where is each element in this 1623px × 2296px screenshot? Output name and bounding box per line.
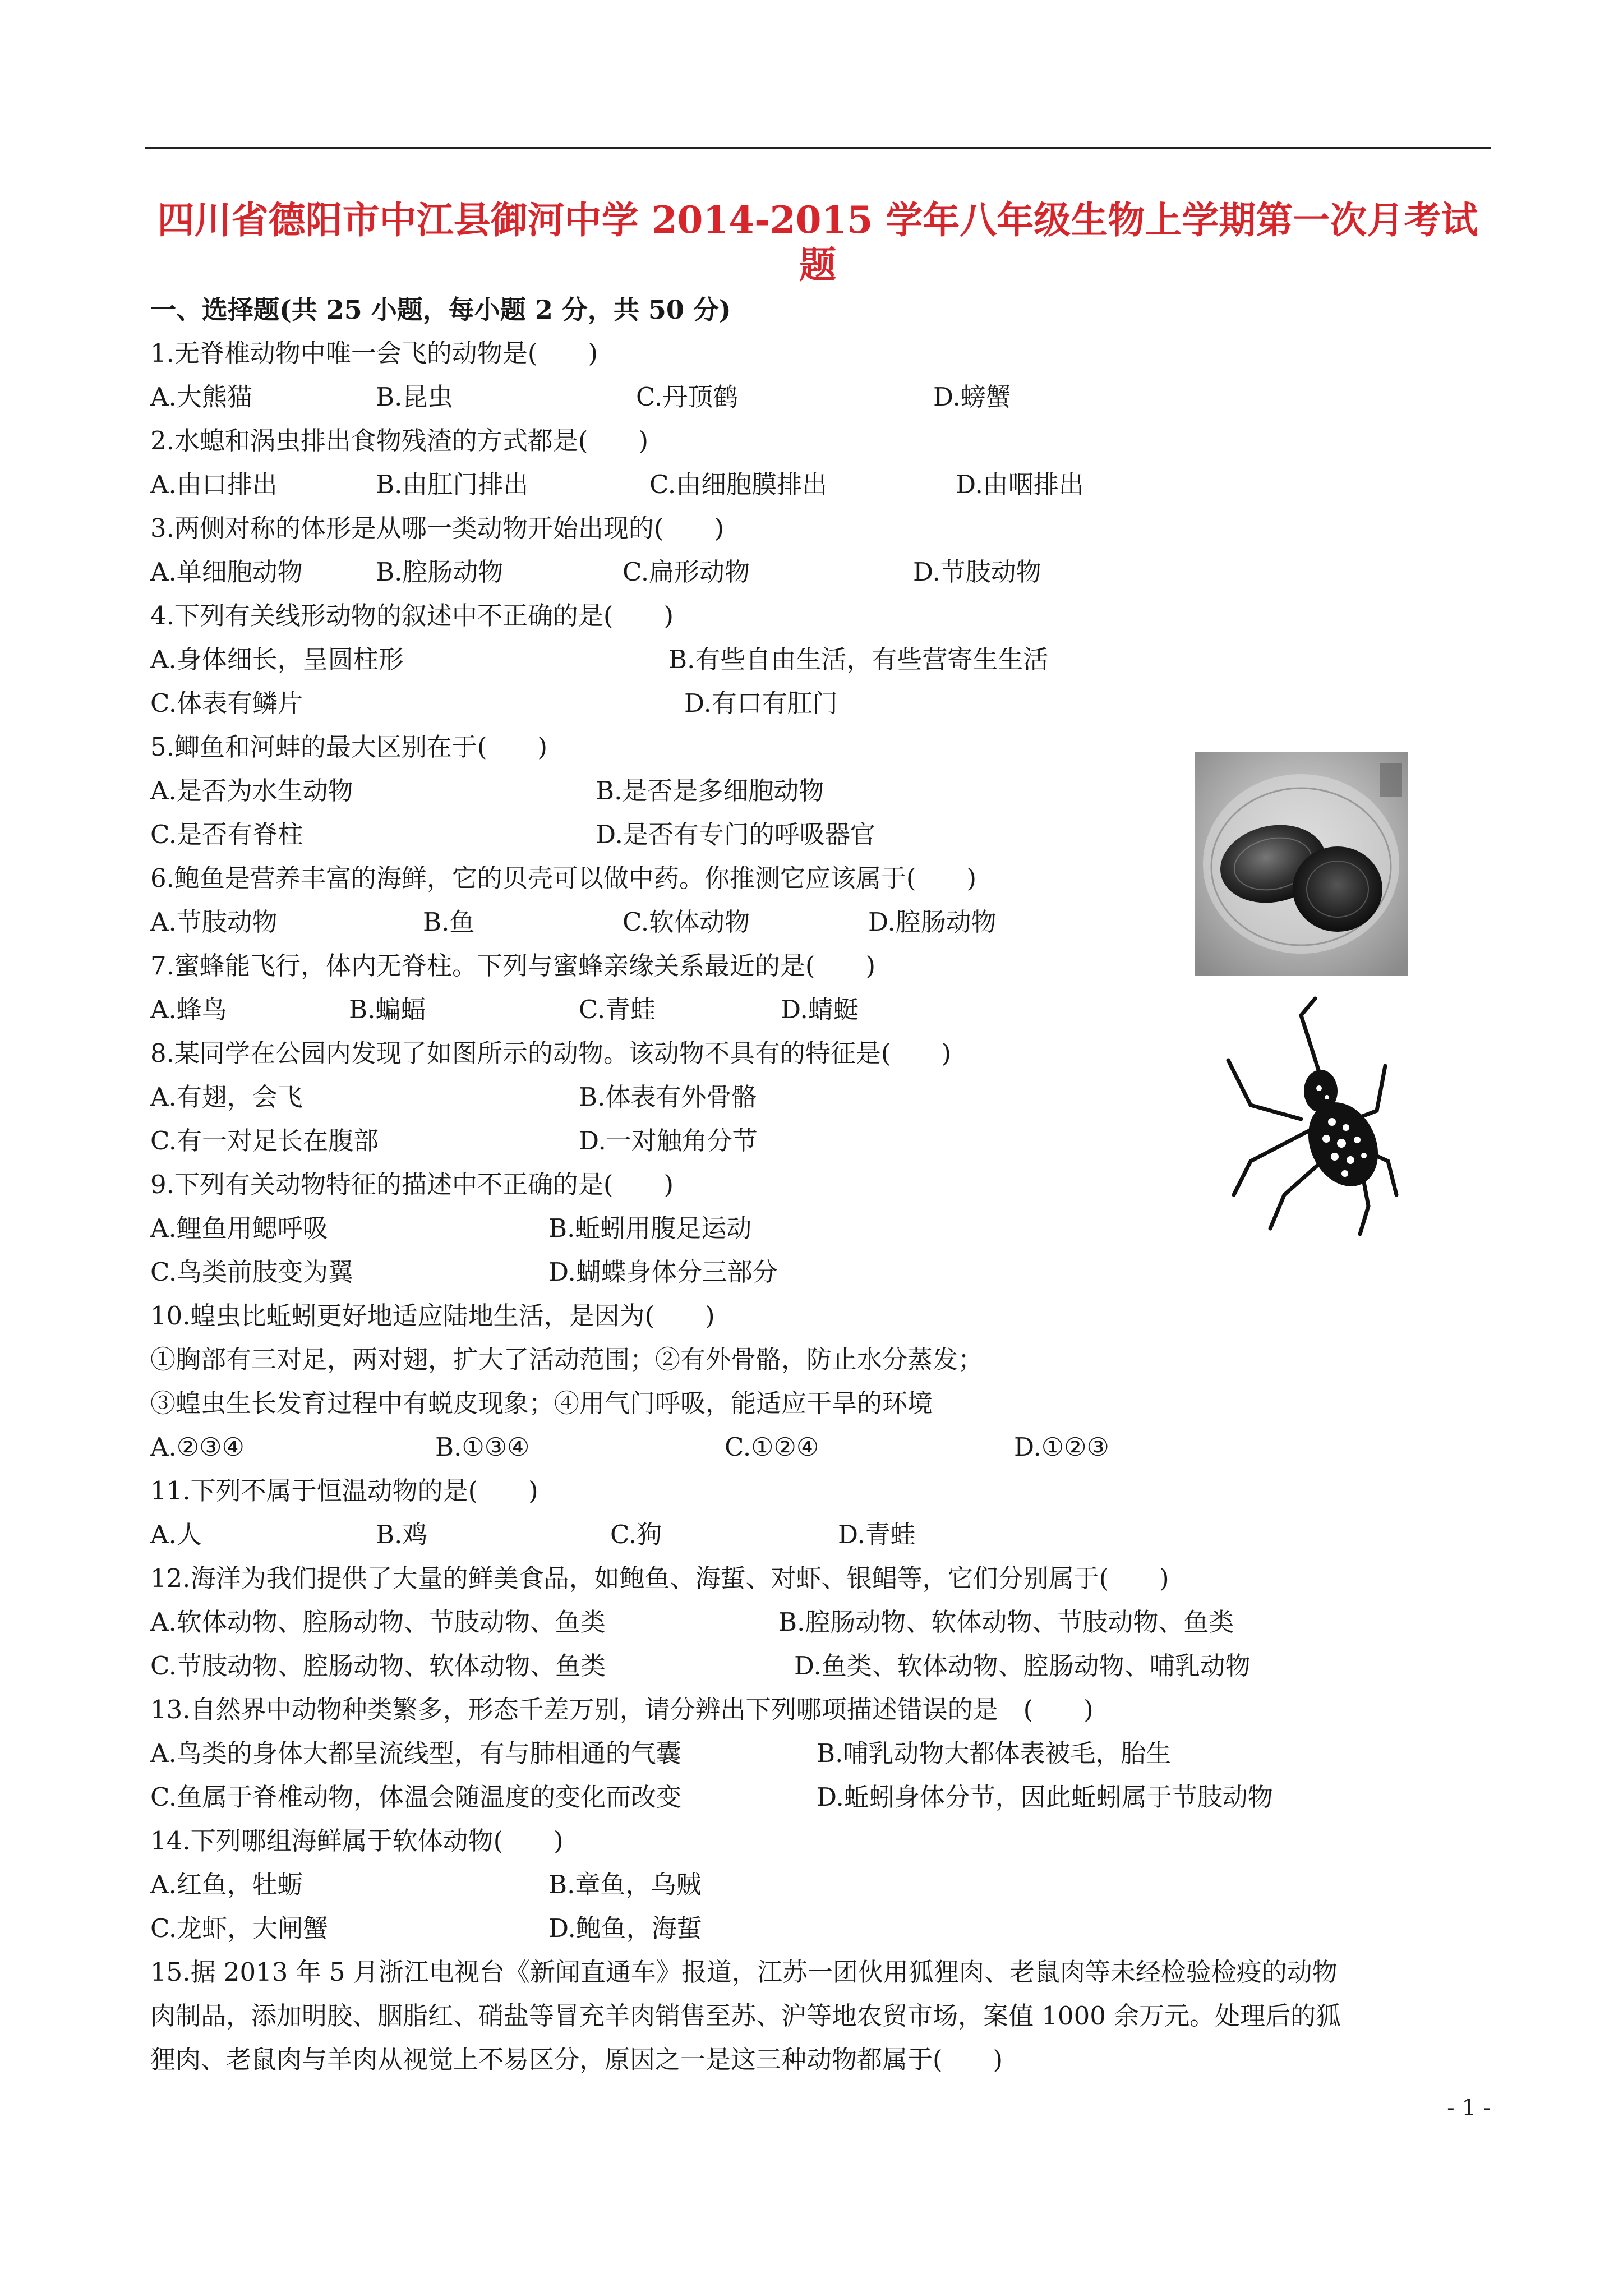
question-6: 6.鲍鱼是营养丰富的海鲜，它的贝壳可以做中药。你推测它应该属于( ) xyxy=(150,863,977,893)
header-rule xyxy=(145,147,1491,149)
option-a: A.节肢动物 xyxy=(150,907,278,937)
option-b: B.腔肠动物 xyxy=(376,557,504,587)
option-b: B.体表有外骨骼 xyxy=(579,1082,757,1112)
option-d: D.青蛙 xyxy=(838,1520,916,1549)
abalone-photo xyxy=(1195,752,1408,976)
option-d: D.蝴蝶身体分三部分 xyxy=(548,1257,778,1287)
option-c: C.青蛙 xyxy=(579,995,656,1024)
question-15-cont-2: 狸肉、老鼠肉与羊肉从视觉上不易区分，原因之一是这三种动物都属于( ) xyxy=(150,2045,1003,2074)
option-a: A.单细胞动物 xyxy=(150,557,303,587)
option-b: B.有些自由生活，有些营寄生生活 xyxy=(668,645,1049,674)
question-1: 1.无脊椎动物中唯一会飞的动物是( ) xyxy=(150,338,598,368)
question-15-cont-1: 肉制品，添加明胶、胭脂红、硝盐等冒充羊肉销售至苏、沪等地农贸市场，案值 1000 余万元。处理后的狐 xyxy=(150,2001,1341,2031)
exam-title: 四川省德阳市中江县御河中学 2014-2015 学年八年级生物上学期第一次月考试 xyxy=(157,198,1478,242)
option-d: D.是否有专门的呼吸器官 xyxy=(596,820,875,849)
option-b: B.章鱼，乌贼 xyxy=(548,1870,702,1899)
option-d: D.螃蟹 xyxy=(933,382,1011,412)
option-b: B.由肛门排出 xyxy=(376,470,529,499)
option-c: C.丹顶鹤 xyxy=(636,382,739,412)
option-d: D.蜻蜓 xyxy=(781,995,859,1024)
section-heading: 一、选择题(共 25 小题，每小题 2 分，共 50 分) xyxy=(150,295,731,325)
option-d: D.①②③ xyxy=(1014,1432,1109,1462)
option-a: A.是否为水生动物 xyxy=(150,776,353,806)
option-b: B.①③④ xyxy=(435,1432,530,1462)
exam-title-cont: 题 xyxy=(799,243,836,287)
question-9: 9.下列有关动物特征的描述中不正确的是( ) xyxy=(150,1170,674,1199)
option-b: B.鸡 xyxy=(376,1520,428,1549)
option-a: A.红鱼，牡蛎 xyxy=(150,1870,303,1899)
question-10-statement-2: ③蝗虫生长发育过程中有蜕皮现象；④用气门呼吸，能适应干旱的环境 xyxy=(150,1388,933,1418)
option-c: C.扁形动物 xyxy=(623,557,750,587)
option-b: B.腔肠动物、软体动物、节肢动物、鱼类 xyxy=(778,1607,1234,1637)
option-d: D.鱼类、软体动物、腔肠动物、哺乳动物 xyxy=(794,1651,1251,1681)
option-d: D.腔肠动物 xyxy=(868,907,997,937)
option-d: D.由咽排出 xyxy=(956,470,1084,499)
option-c: C.节肢动物、腔肠动物、软体动物、鱼类 xyxy=(150,1651,606,1681)
option-b: B.是否是多细胞动物 xyxy=(596,776,824,806)
option-c: C.软体动物 xyxy=(623,907,750,937)
option-d: D.一对触角分节 xyxy=(579,1126,758,1156)
question-5: 5.鲫鱼和河蚌的最大区别在于( ) xyxy=(150,732,548,762)
option-a: A.大熊猫 xyxy=(150,382,252,412)
beetle-photo xyxy=(1217,993,1402,1240)
option-b: B.蝙蝠 xyxy=(349,995,426,1024)
question-11: 11.下列不属于恒温动物的是( ) xyxy=(150,1476,538,1506)
option-d: D.节肢动物 xyxy=(913,557,1041,587)
question-13: 13.自然界中动物种类繁多，形态千差万别，请分辨出下列哪项描述错误的是 ( ) xyxy=(150,1695,1094,1724)
question-10: 10.蝗虫比蚯蚓更好地适应陆地生活，是因为( ) xyxy=(150,1301,715,1331)
option-c: C.体表有鳞片 xyxy=(150,688,303,718)
option-d: D.鲍鱼，海蜇 xyxy=(548,1913,702,1943)
question-7: 7.蜜蜂能飞行，体内无脊柱。下列与蜜蜂亲缘关系最近的是( ) xyxy=(150,951,876,981)
option-a: A.蜂鸟 xyxy=(150,995,227,1024)
option-a: A.有翅，会飞 xyxy=(150,1082,303,1112)
question-8: 8.某同学在公园内发现了如图所示的动物。该动物不具有的特征是( ) xyxy=(150,1038,952,1068)
question-10-statement-1: ①胸部有三对足，两对翅，扩大了活动范围；②有外骨骼，防止水分蒸发； xyxy=(150,1345,984,1374)
option-c: C.由细胞膜排出 xyxy=(649,470,828,499)
question-3: 3.两侧对称的体形是从哪一类动物开始出现的( ) xyxy=(150,513,725,543)
option-a: A.身体细长，呈圆柱形 xyxy=(150,645,404,674)
option-c: C.是否有脊柱 xyxy=(150,820,303,849)
option-a: A.鲤鱼用鳃呼吸 xyxy=(150,1213,328,1243)
option-a: A.鸟类的身体大都呈流线型，有与肺相通的气囊 xyxy=(150,1738,681,1768)
option-d: D.蚯蚓身体分节，因此蚯蚓属于节肢动物 xyxy=(817,1782,1273,1812)
option-d: D.有口有肛门 xyxy=(684,688,838,718)
question-14: 14.下列哪组海鲜属于软体动物( ) xyxy=(150,1826,564,1856)
option-c: C.有一对足长在腹部 xyxy=(150,1126,379,1156)
option-b: B.蚯蚓用腹足运动 xyxy=(548,1213,752,1243)
option-c: C.鱼属于脊椎动物，体温会随温度的变化而改变 xyxy=(150,1782,682,1812)
option-c: C.龙虾，大闸蟹 xyxy=(150,1913,329,1943)
option-a: A.人 xyxy=(150,1520,202,1549)
option-a: A.②③④ xyxy=(150,1432,245,1462)
question-15: 15.据 2013 年 5 月浙江电视台《新闻直通车》报道，江苏一团伙用狐狸肉、老鼠肉等未经检验检疫的动物 xyxy=(150,1957,1338,1987)
option-b: B.昆虫 xyxy=(376,382,453,412)
option-a: A.由口排出 xyxy=(150,470,278,499)
question-2: 2.水螅和涡虫排出食物残渣的方式都是( ) xyxy=(150,426,649,455)
option-a: A.软体动物、腔肠动物、节肢动物、鱼类 xyxy=(150,1607,606,1637)
option-c: C.狗 xyxy=(610,1520,662,1549)
option-c: C.鸟类前肢变为翼 xyxy=(150,1257,354,1287)
question-12: 12.海洋为我们提供了大量的鲜美食品，如鲍鱼、海蜇、对虾、银鲳等，它们分别属于( ) xyxy=(150,1563,1169,1593)
option-b: B.鱼 xyxy=(423,907,475,937)
option-c: C.①②④ xyxy=(725,1432,819,1462)
page-number: - 1 - xyxy=(1447,2095,1491,2121)
question-4: 4.下列有关线形动物的叙述中不正确的是( ) xyxy=(150,601,674,631)
option-b: B.哺乳动物大都体表被毛，胎生 xyxy=(817,1738,1172,1768)
